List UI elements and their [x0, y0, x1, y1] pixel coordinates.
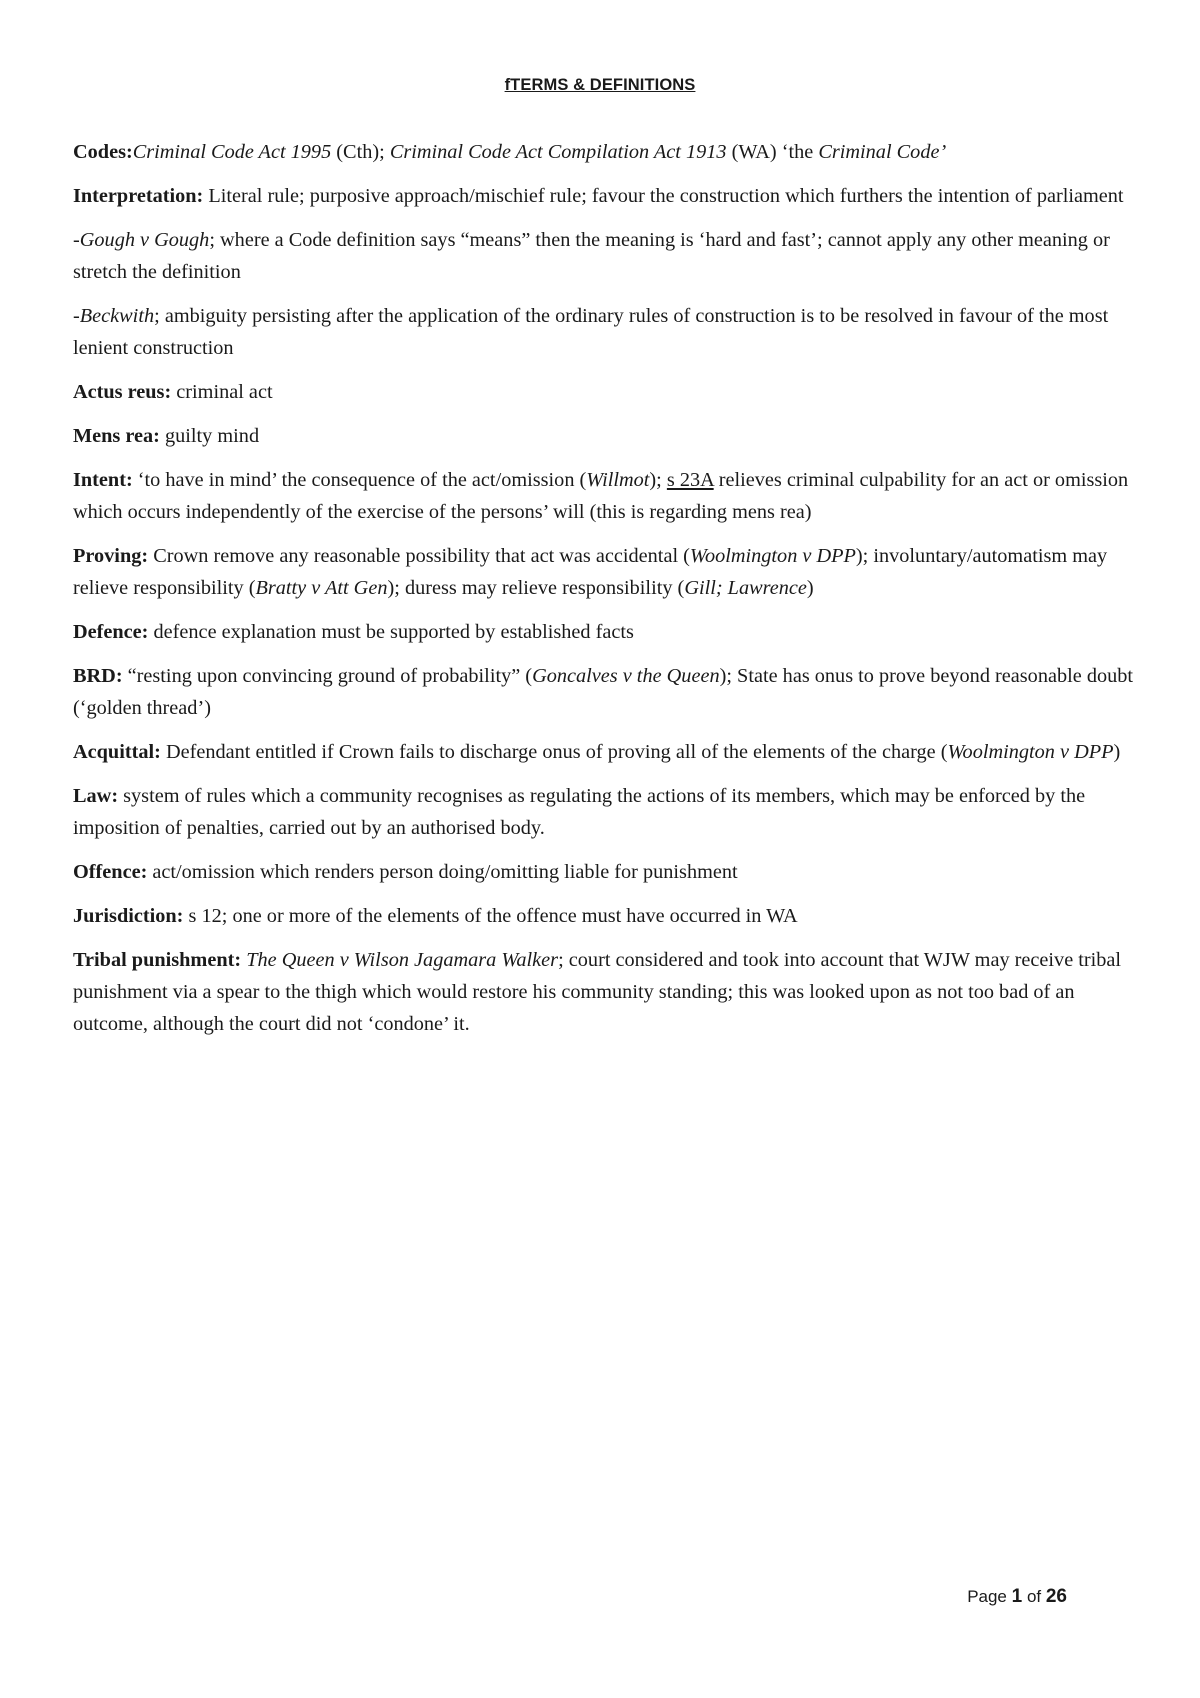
definition-text: ; court considered and took into account that WJW may receive tribal punishment via a spear to the thigh which would restore his community standing; this was looked upon as not too bad of an outcome, although the court did not ‘condone’ it. — [73, 949, 1122, 1035]
definition-entry — [73, 856, 1143, 888]
definition-text: “resting upon convincing ground of probability” ( — [122, 665, 533, 687]
case-or-act-citation: Criminal Code Act 1995 — [132, 141, 332, 163]
page-label: Page — [967, 1587, 1007, 1606]
definition-entry — [73, 376, 1143, 408]
definition-text: ‘to have in mind’ the consequence of the act/omission ( — [132, 469, 587, 491]
case-or-act-citation: Beckwith — [79, 305, 155, 327]
case-or-act-citation: Woolmington v DPP — [947, 741, 1114, 763]
definition-term: Tribal punishment: — [73, 949, 242, 971]
definition-entry — [73, 224, 1143, 288]
definition-text: criminal act — [171, 381, 273, 403]
definition-text: s 12; one or more of the elements of the offence must have occurred in WA — [183, 905, 798, 927]
definition-text: Defendant entitled if Crown fails to discharge onus of proving all of the elements of the charge ( — [160, 741, 948, 763]
definition-term: Codes: — [73, 141, 133, 163]
definition-text: ) — [806, 577, 814, 599]
definition-term: Offence: — [73, 861, 148, 883]
case-or-act-citation: Willmot — [586, 469, 650, 491]
definition-text: relieves criminal culpability for an act or omission which occurs independently of the exercise of the persons’ will (this is regarding mens rea) — [73, 469, 1129, 523]
definition-text: ) — [1113, 741, 1121, 763]
definition-text: system of rules which a community recognises as regulating the actions of its members, which may be enforced by the imposition of penalties, carried out by an authorised body. — [73, 785, 1086, 839]
of-label: of — [1026, 1587, 1042, 1606]
document-title: fTERMS & DEFINITIONS — [504, 76, 696, 94]
case-or-act-citation: Criminal Code’ — [818, 141, 947, 163]
definition-entry — [73, 616, 1143, 648]
definition-entry — [73, 660, 1143, 724]
page-number: 1 — [1011, 1586, 1023, 1607]
case-or-act-citation: Gough v Gough — [79, 229, 210, 251]
definition-term: Mens rea: — [73, 425, 160, 447]
definition-entry — [73, 136, 1143, 168]
definition-text: Literal rule; purposive approach/mischief rule; favour the construction which furthers the intention of parliament — [203, 185, 1124, 207]
definition-term: Intent: — [73, 469, 133, 491]
definition-entry — [73, 780, 1143, 844]
definition-entry — [73, 180, 1143, 212]
definition-text: defence explanation must be supported by established facts — [148, 621, 634, 643]
definition-text: Crown remove any reasonable possibility that act was accidental ( — [148, 545, 690, 567]
definition-entry — [73, 944, 1143, 1040]
definition-entry — [73, 464, 1143, 528]
definition-entry — [73, 420, 1143, 452]
case-or-act-citation: Bratty v Att Gen — [255, 577, 388, 599]
case-or-act-citation: Goncalves v the Queen — [532, 665, 720, 687]
case-or-act-citation: The Queen v Wilson Jagamara Walker — [246, 949, 559, 971]
definition-text: act/omission which renders person doing/omitting liable for punishment — [147, 861, 738, 883]
definition-term: Actus reus: — [73, 381, 172, 403]
definition-term: Interpretation: — [73, 185, 204, 207]
definition-text: (WA) ‘the — [726, 141, 819, 163]
definition-term: BRD: — [73, 665, 123, 687]
total-pages: 26 — [1045, 1586, 1067, 1607]
definitions-list — [73, 136, 1143, 1052]
definition-text: ); State has onus to prove beyond reasonable doubt (‘golden thread’) — [73, 665, 1134, 719]
definition-text: (Cth); — [331, 141, 390, 163]
case-or-act-citation: Gill; Lawrence — [684, 577, 807, 599]
definition-entry — [73, 900, 1143, 932]
definition-text: guilty mind — [159, 425, 260, 447]
definition-entry — [73, 300, 1143, 364]
definition-term: Jurisdiction: — [73, 905, 184, 927]
definition-text: ; ambiguity persisting after the application of the ordinary rules of construction is to be resolved in favour of the most lenient construction — [73, 305, 1109, 359]
definition-term: Proving: — [73, 545, 149, 567]
definition-entry — [73, 540, 1143, 604]
definition-text: - — [73, 229, 80, 251]
definition-text: ); duress may relieve responsibility ( — [387, 577, 685, 599]
page-footer — [967, 1586, 1067, 1608]
section-reference: s 23A — [666, 469, 714, 491]
definition-text: - — [73, 305, 80, 327]
case-or-act-citation: Woolmington v DPP — [689, 545, 856, 567]
definition-text: ); involuntary/automatism may relieve responsibility ( — [73, 545, 1108, 599]
definition-term: Law: — [73, 785, 119, 807]
definition-entry — [73, 736, 1143, 768]
definition-term: Defence: — [73, 621, 149, 643]
definition-text: ; where a Code definition says “means” then the meaning is ‘hard and fast’; cannot apply any other meaning or stretch the definition — [73, 229, 1110, 283]
definition-term: Acquittal: — [73, 741, 161, 763]
definition-text: ); — [649, 469, 667, 491]
case-or-act-citation: Criminal Code Act Compilation Act 1913 — [389, 141, 727, 163]
